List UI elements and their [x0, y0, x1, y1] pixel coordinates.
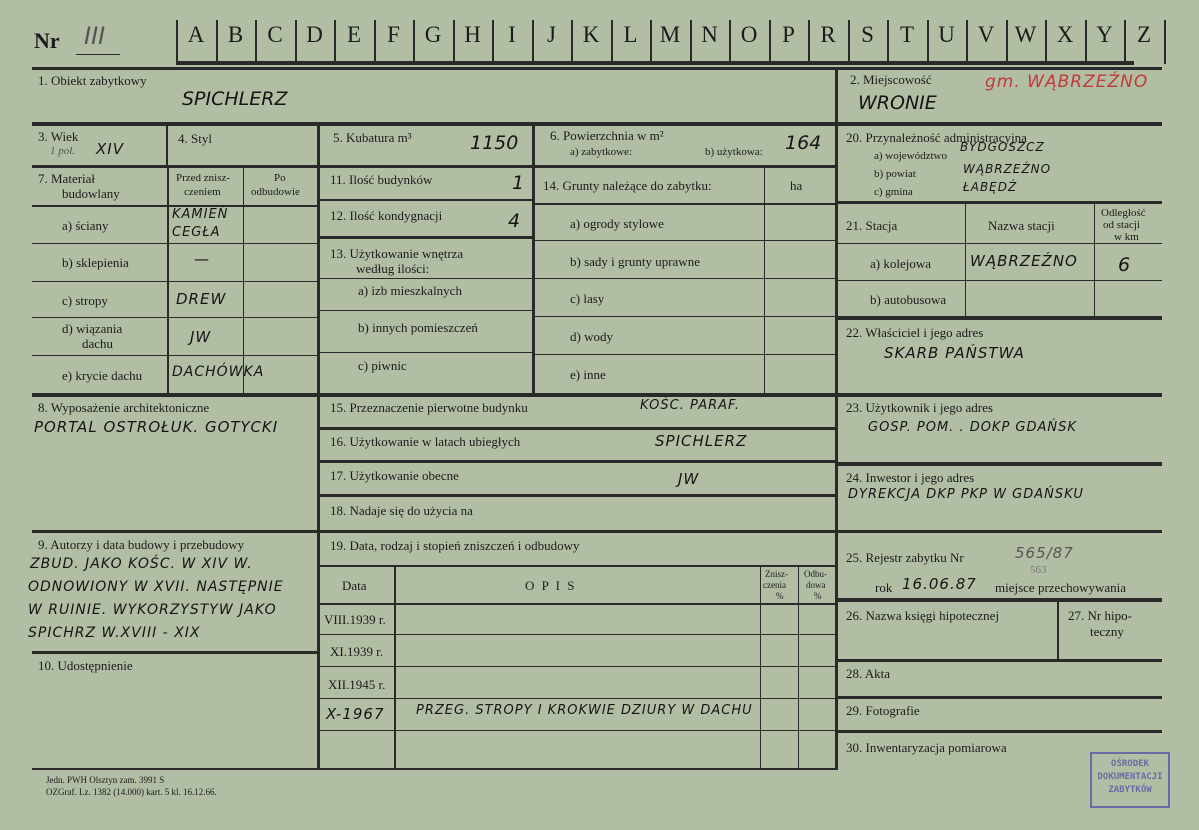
f2-label: 2. Miejscowość	[850, 72, 932, 87]
f12-value: 4	[508, 210, 521, 232]
index-divider	[808, 20, 810, 64]
f21-b-label: b) autobusowa	[870, 292, 947, 307]
index-divider	[1124, 20, 1126, 64]
f13-b: b) innych pomieszczeń	[358, 320, 478, 335]
index-letter-d: D	[306, 22, 323, 47]
f6-sub-a: a) zabytkowe:	[570, 146, 632, 158]
f19-col-o-1: Odbu-	[804, 569, 827, 579]
f19-col-o-3: %	[814, 591, 822, 601]
f20-b-value: WĄBRZEŹNO	[963, 162, 1052, 176]
f19-row-4-date: X-1967	[326, 705, 385, 723]
index-letter-n: N	[701, 22, 718, 47]
index-letter-r: R	[820, 22, 836, 47]
f14-c: c) lasy	[570, 291, 605, 306]
f7-col2-1: Po	[274, 172, 286, 184]
archive-stamp	[1090, 752, 1170, 808]
f3-value: XIV	[96, 140, 124, 158]
f28-label: 28. Akta	[846, 666, 891, 681]
f21-a-label: a) kolejowa	[870, 256, 932, 271]
f17-label: 17. Użytkowanie obecne	[330, 468, 459, 483]
f21-a-dist: 6	[1118, 254, 1131, 276]
index-divider	[1006, 20, 1008, 64]
index-letter-i: I	[508, 22, 516, 47]
f6-label: 6. Powierzchnia w m²	[550, 128, 664, 143]
index-letter-e: E	[346, 22, 362, 47]
f7-row-d-value: JW	[190, 328, 212, 346]
f8-label: 8. Wyposażenie architektoniczne	[38, 400, 210, 415]
f6-value: 164	[785, 132, 822, 154]
f13-a: a) izb mieszkalnych	[358, 283, 462, 298]
f20-c-value: ŁABĘDŹ	[963, 180, 1018, 194]
f20-a-value: BYDGOSZCZ	[960, 140, 1045, 154]
index-divider	[729, 20, 731, 64]
f7-row-a-label: a) ściany	[62, 218, 109, 233]
f7-row-e-label: e) krycie dachu	[62, 368, 143, 383]
index-letter-x: X	[1056, 22, 1074, 47]
index-divider	[887, 20, 889, 64]
f5-label: 5. Kubatura m³	[333, 130, 412, 145]
index-letter-c: C	[267, 22, 283, 47]
index-letter-g: G	[424, 22, 442, 47]
f9-label: 9. Autorzy i data budowy i przebudowy	[38, 537, 245, 552]
f29-label: 29. Fotografie	[846, 703, 920, 718]
index-letter-j: J	[547, 22, 556, 47]
f4-label: 4. Styl	[178, 131, 212, 146]
f13-c: c) piwnic	[358, 358, 407, 373]
index-divider	[927, 20, 929, 64]
f20-c-label: c) gmina	[874, 186, 913, 198]
f2-value: WRONIE	[858, 92, 937, 114]
f25-value2: 563	[1030, 564, 1047, 576]
f19-row-1-date: VIII.1939 r.	[324, 612, 386, 627]
index-letter-l: L	[623, 22, 638, 47]
f7-col1-1: Przed znisz-	[176, 172, 231, 184]
index-divider	[374, 20, 376, 64]
f19-col-desc: O P I S	[525, 578, 577, 593]
f22-value: SKARB PAŃSTWA	[884, 344, 1025, 362]
f14-a: a) ogrody stylowe	[570, 216, 664, 231]
f12-label: 12. Ilość kondygnacji	[330, 208, 443, 223]
f30-label: 30. Inwentaryzacja pomiarowa	[846, 740, 1007, 755]
f14-d: d) wody	[570, 329, 613, 344]
index-divider	[571, 20, 573, 64]
f7-label-2: budowlany	[62, 186, 120, 201]
index-divider	[413, 20, 415, 64]
index-divider	[216, 20, 218, 64]
f11-value: 1	[512, 172, 525, 194]
f1-label: 1. Obiekt zabytkowy	[38, 73, 147, 88]
index-letter-k: K	[582, 22, 600, 47]
f21-col-dist-3: w km	[1114, 231, 1139, 243]
index-letter-u: U	[938, 22, 955, 47]
f20-label: 20. Przynależność administracyjna	[846, 130, 1027, 145]
f27-label-2: teczny	[1090, 624, 1124, 639]
index-letter-h: H	[464, 22, 481, 47]
f25-label: 25. Rejestr zabytku Nr	[846, 550, 964, 565]
index-divider	[966, 20, 968, 64]
f23-value: GOSP. POM. . DOKP GDAŃSK	[868, 420, 1077, 435]
index-divider	[1164, 20, 1166, 64]
f25-tail: miejsce przechowywania	[995, 580, 1127, 595]
f21-col-dist-1: Odległość	[1101, 207, 1146, 219]
index-letter-b: B	[227, 22, 244, 47]
index-divider	[176, 20, 178, 64]
f24-label: 24. Inwestor i jego adres	[846, 470, 975, 485]
f19-col-z-3: %	[776, 591, 784, 601]
stamp-line-3: ZABYTKÓW	[1108, 785, 1152, 795]
f13-label-2: według ilości:	[356, 261, 430, 276]
index-letter-w: W	[1014, 22, 1037, 47]
f21-a-value: WĄBRZEŹNO	[970, 252, 1078, 270]
f20-b-label: b) powiat	[874, 168, 916, 180]
index-divider	[1085, 20, 1087, 64]
f7-col2-2: odbudowie	[251, 186, 300, 198]
f21-col-dist-2: od stacji	[1103, 219, 1140, 231]
f22-label: 22. Właściciel i jego adres	[846, 325, 984, 340]
index-divider	[650, 20, 652, 64]
f14-e: e) inne	[570, 367, 606, 382]
f6-sub-b: b) użytkowa:	[705, 146, 763, 158]
f24-value: DYREKCJA DKP PKP W GDAŃSKU	[848, 487, 1084, 502]
index-letter-p: P	[782, 22, 795, 47]
index-divider	[690, 20, 692, 64]
f27-label-1: 27. Nr hipo-	[1068, 608, 1132, 623]
index-letter-v: V	[977, 22, 995, 47]
index-divider	[255, 20, 257, 64]
f19-row-3-date: XII.1945 r.	[328, 677, 386, 692]
f19-row-2-date: XI.1939 r.	[330, 644, 384, 659]
f7-row-d-label-2: dachu	[82, 336, 114, 351]
index-divider	[769, 20, 771, 64]
f19-col-date: Data	[342, 578, 367, 593]
index-letter-o: O	[740, 22, 758, 47]
f5-value: 1150	[470, 132, 519, 154]
f14-unit: ha	[790, 178, 803, 193]
footer-line-2: OZGraf. Lz. 1382 (14.000) kart. 5 kl. 16.12.66.	[46, 787, 217, 797]
index-divider	[453, 20, 455, 64]
f7-row-d-label-1: d) wiązania	[62, 321, 123, 336]
f21-label: 21. Stacja	[846, 218, 898, 233]
f7-row-a-value2: CEGŁA	[172, 225, 221, 240]
index-divider	[532, 20, 534, 64]
f19-col-z-1: Znisz-	[765, 569, 788, 579]
index-letter-z: Z	[1136, 22, 1152, 47]
footer-line-1: Jedn. PWH Olsztyn zam. 3991 S	[46, 775, 165, 785]
f7-row-b-label: b) sklepienia	[62, 255, 129, 270]
f9-line-3: W RUINIE. WYKORZYSTYW JAKO	[28, 602, 277, 618]
f3-prefix: 1 poł.	[50, 145, 76, 157]
stamp-line-1: OŚRODEK	[1111, 759, 1149, 769]
f19-row-4-desc: PRZEG. STROPY I KROKWIE DZIURY W DACHU	[416, 703, 753, 718]
f25-rok-label: rok	[875, 580, 893, 595]
index-divider	[611, 20, 613, 64]
f16-value: SPICHLERZ	[655, 432, 748, 450]
f11-label: 11. Ilość budynków	[330, 172, 433, 187]
index-letter-a: A	[187, 22, 205, 47]
f19-label: 19. Data, rodzaj i stopień zniszczeń i odbudowy	[330, 538, 580, 553]
index-letter-m: M	[659, 22, 681, 47]
f9-line-4: SPICHRZ W.XVIII - XIX	[28, 625, 201, 641]
f18-label: 18. Nadaje się do użycia na	[330, 503, 473, 518]
f25-rok-value: 16.06.87	[902, 575, 977, 593]
f19-col-o-2: dowa	[806, 580, 826, 590]
f14-label: 14. Grunty należące do zabytku:	[543, 178, 712, 193]
f19-col-z-2: czenia	[763, 580, 786, 590]
f10-label: 10. Udostępnienie	[38, 658, 133, 673]
index-divider	[848, 20, 850, 64]
f7-row-c-value: DREW	[176, 290, 227, 308]
f9-line-1: ZBUD. JAKO KOŚC. W XIV W.	[30, 556, 253, 572]
f2-note: gm. WĄBRZEŹNO	[985, 72, 1149, 92]
index-letter-t: T	[899, 22, 915, 47]
f8-value: PORTAL OSTROŁUK. GOTYCKI	[34, 418, 279, 436]
f15-label: 15. Przeznaczenie pierwotne budynku	[330, 400, 528, 415]
nr-label: Nr	[34, 28, 60, 53]
nr-value: III	[84, 22, 106, 50]
f17-value: JW	[678, 470, 700, 488]
f7-row-b-value: —	[194, 250, 210, 268]
f1-value: SPICHLERZ	[182, 88, 288, 110]
f13-label-1: 13. Użytkowanie wnętrza	[330, 246, 464, 261]
index-divider	[295, 20, 297, 64]
index-letter-y: Y	[1096, 22, 1113, 47]
f15-value: KOŚC. PARAF.	[640, 398, 740, 413]
f16-label: 16. Użytkowanie w latach ubiegłych	[330, 434, 521, 449]
f26-label: 26. Nazwa księgi hipotecznej	[846, 608, 1000, 623]
f21-col-name: Nazwa stacji	[988, 218, 1055, 233]
f20-a-label: a) województwo	[874, 150, 948, 162]
f23-label: 23. Użytkownik i jego adres	[846, 400, 993, 415]
f7-col1-2: czeniem	[184, 186, 221, 198]
f7-row-c-label: c) stropy	[62, 293, 108, 308]
f7-row-a-value: KAMIEŃ	[172, 207, 229, 222]
f14-b: b) sady i grunty uprawne	[570, 254, 700, 269]
index-letter-s: S	[861, 22, 874, 47]
f7-label-1: 7. Materiał	[38, 171, 96, 186]
index-letter-f: F	[387, 22, 400, 47]
f3-label: 3. Wiek	[38, 129, 79, 144]
f9-line-2: ODNOWIONY W XVII. NASTĘPNIE	[28, 579, 284, 595]
index-divider	[1045, 20, 1047, 64]
f7-row-e-value: DACHÓWKA	[172, 364, 265, 380]
index-divider	[334, 20, 336, 64]
f25-value: 565/87	[1015, 544, 1074, 562]
index-divider	[492, 20, 494, 64]
stamp-line-2: DOKUMENTACJI	[1097, 772, 1163, 782]
